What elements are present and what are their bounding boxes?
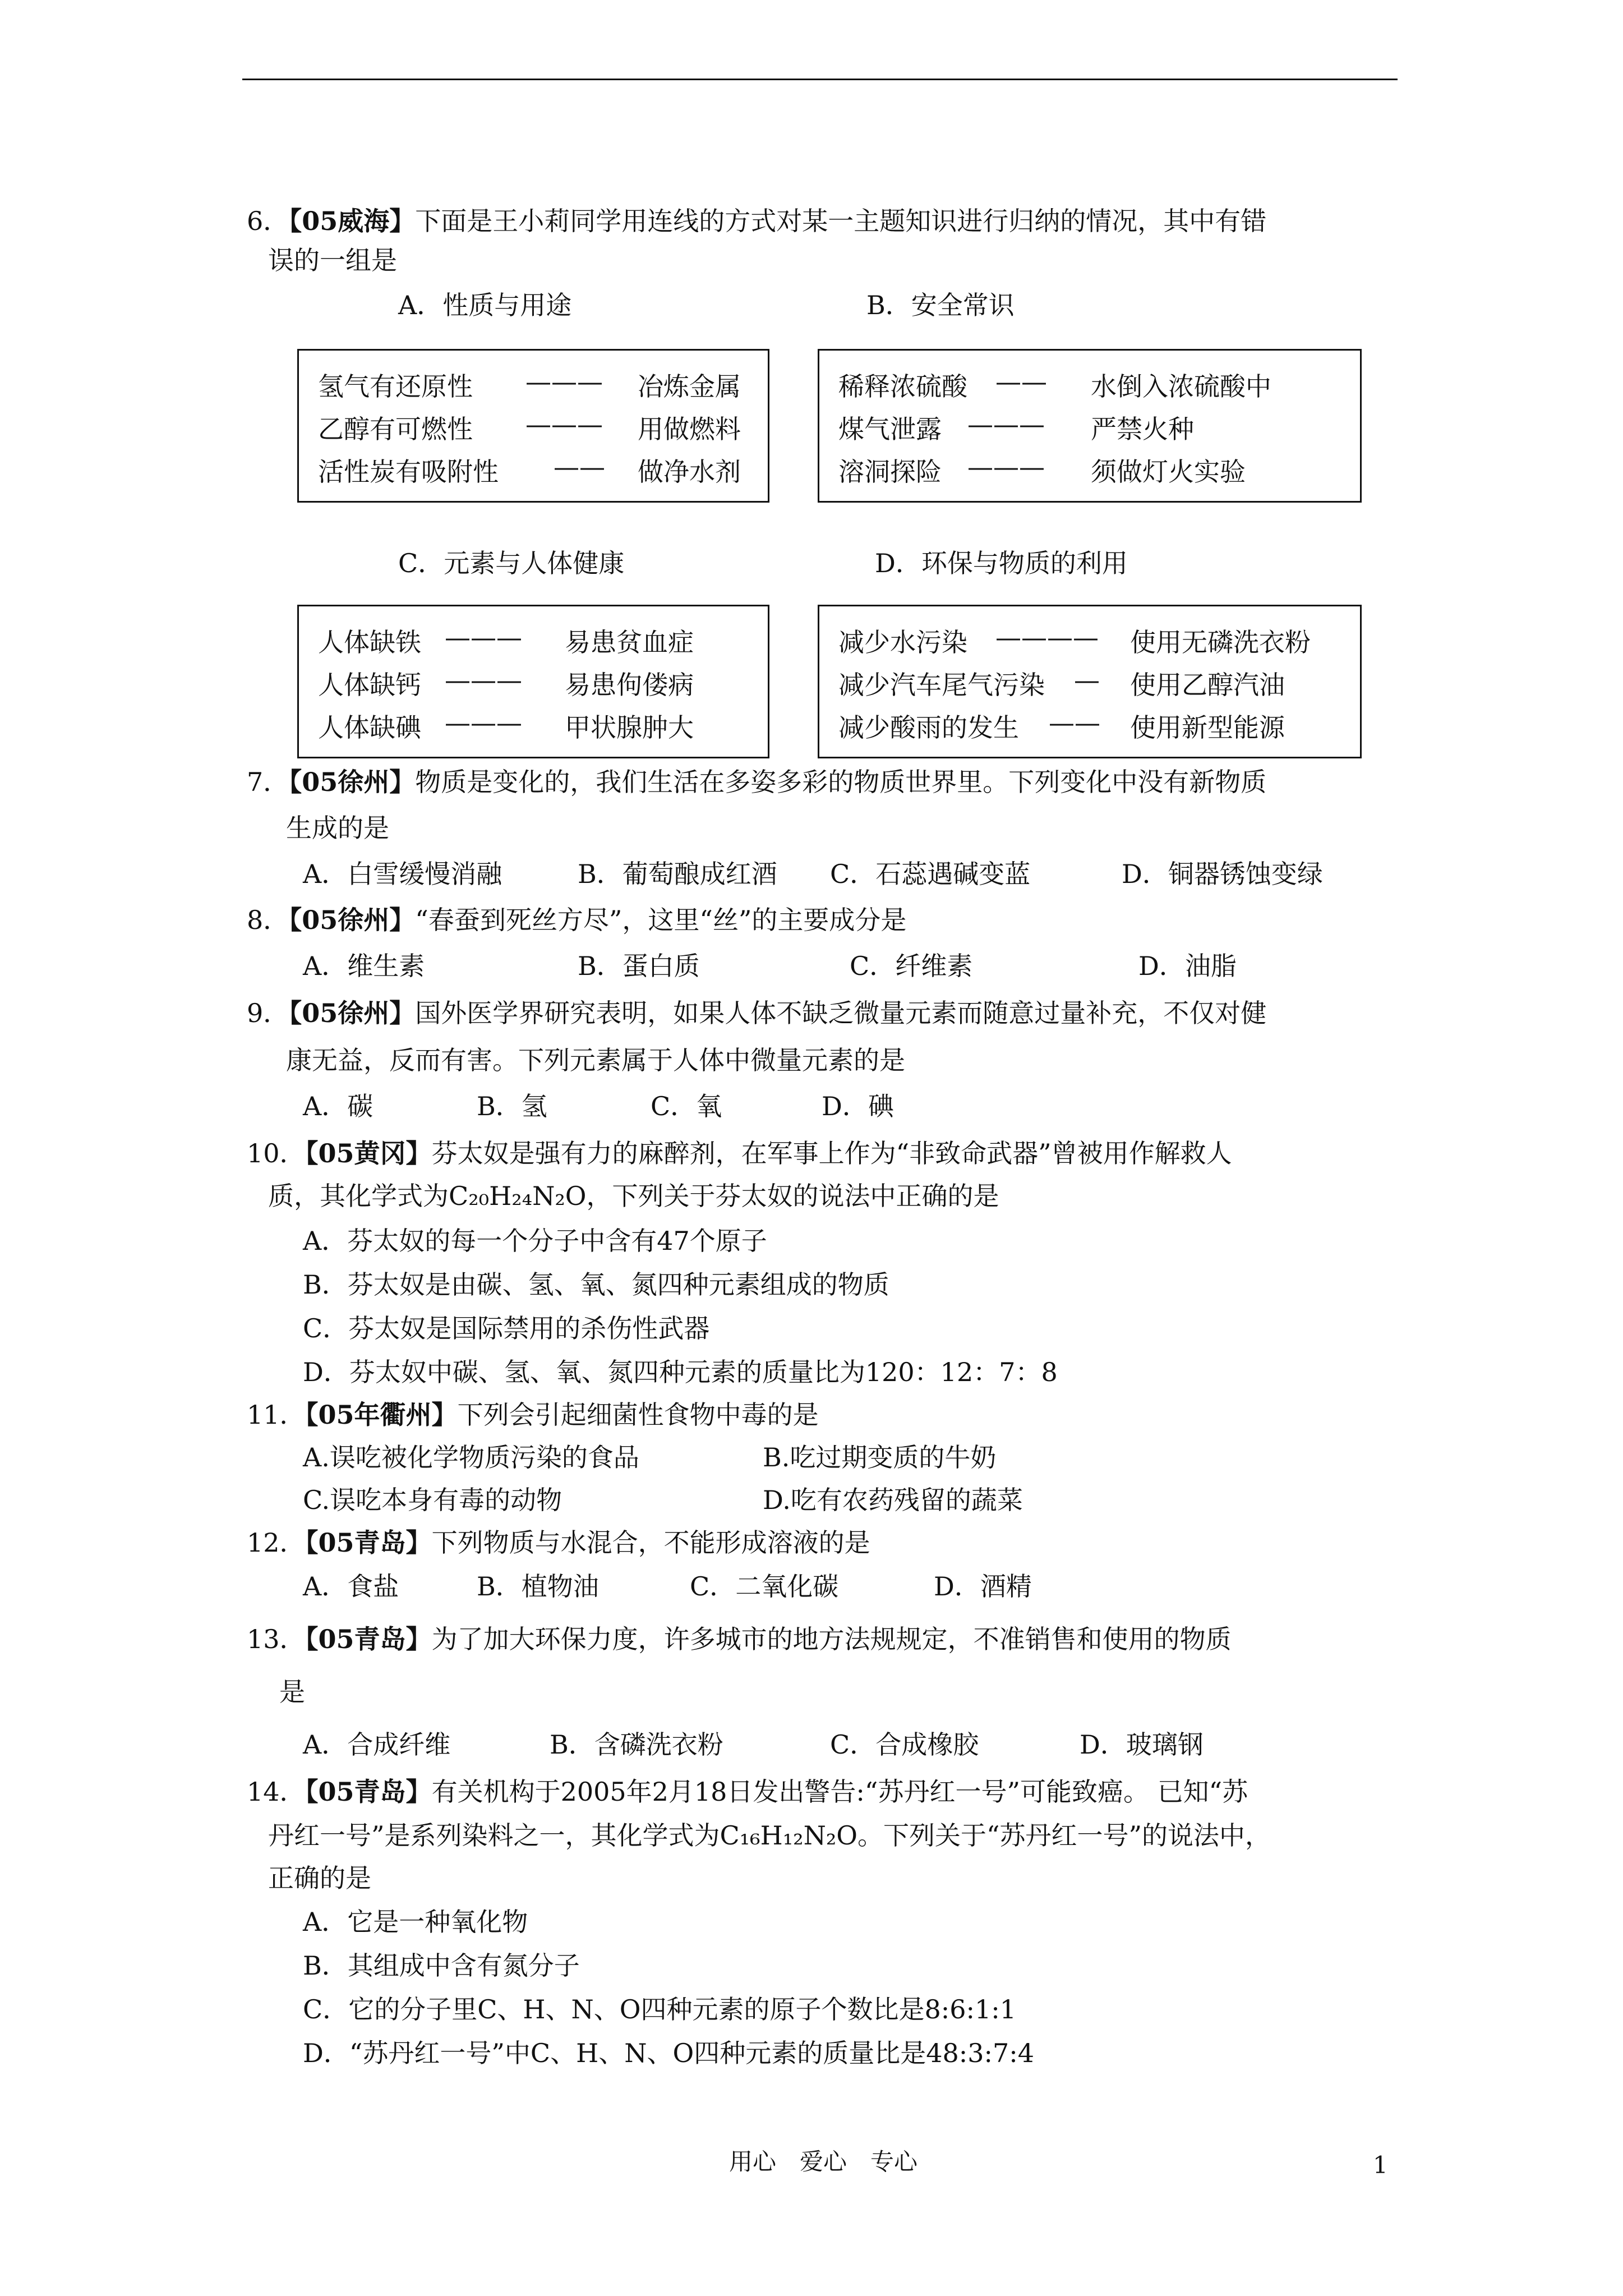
question-7-option: A．白雪缓慢消融 (303, 859, 502, 889)
question-8-option: D．油脂 (1138, 951, 1237, 981)
option-a-row: 活性炭有吸附性 —— 做净水剂 (318, 452, 741, 487)
question-10-option: C．芬太奴是国际禁用的杀伤性武器 (303, 1313, 710, 1343)
question-7-line1: 7．【05徐州】物质是变化的，我们生活在多姿多彩的物质世界里。下列变化中没有新物质 (247, 767, 1267, 797)
option-b-row: 煤气泄露 ——— 严禁火种 (838, 409, 1194, 444)
footer-motto: 用心 爱心 专心 (729, 2148, 918, 2175)
question-14-line1: 14．【05青岛】有关机构于2005年2月18日发出警告:“苏丹红一号”可能致癌。 已知“苏 (247, 1777, 1248, 1807)
question-9-option: B．氢 (477, 1091, 547, 1121)
question-9-line1: 9．【05徐州】国外医学界研究表明，如果人体不缺乏微量元素而随意过量补充，不仅对健 (247, 998, 1267, 1028)
option-b-row: 溶洞探险 ——— 须做灯火实验 (838, 452, 1246, 487)
option-b-row: 稀释浓硫酸 —— 水倒入浓硫酸中 (838, 366, 1271, 402)
question-13-line1: 13．【05青岛】为了加大环保力度，许多城市的地方法规规定，不准销售和使用的物质 (247, 1624, 1232, 1654)
option-c-title: C．元素与人体健康 (398, 548, 625, 578)
option-a-title: A．性质与用途 (398, 290, 572, 320)
question-7-option: D．铜器锈蚀变绿 (1122, 859, 1323, 889)
question-13-option: A．合成纤维 (303, 1729, 451, 1760)
option-a-row: 氢气有还原性 ——— 冶炼金属 (318, 366, 741, 402)
option-c-row: 人体缺铁 ——— 易患贫血症 (318, 622, 694, 657)
question-10-line1: 10．【05黄冈】芬太奴是强有力的麻醉剂，在军事上作为“非致命武器”曾被用作解救人 (247, 1138, 1232, 1168)
question-11-option: C.误吃本身有毒的动物 (303, 1485, 562, 1515)
question-7-option: B．葡萄酿成红酒 (578, 859, 777, 889)
question-8-line1: 8．【05徐州】“春蚕到死丝方尽”，这里“丝”的主要成分是 (247, 905, 907, 935)
question-13-line2: 是 (279, 1677, 305, 1707)
question-12-option: C．二氧化碳 (690, 1571, 839, 1602)
question-13-option: D．玻璃钢 (1080, 1729, 1204, 1760)
option-c-row: 人体缺钙 ——— 易患佝偻病 (318, 665, 694, 700)
question-10-line2: 质，其化学式为C₂₀H₂₄N₂O，下列关于芬太奴的说法中正确的是 (268, 1181, 999, 1211)
question-11-option: A.误吃被化学物质污染的食品 (303, 1442, 639, 1473)
question-9-option: D．碘 (822, 1091, 894, 1121)
question-7-option: C．石蕊遇碱变蓝 (830, 859, 1031, 889)
header-rule (242, 79, 1398, 80)
question-9-option: C．氧 (651, 1091, 722, 1121)
question-14-line3: 正确的是 (268, 1863, 371, 1893)
option-d-title: D．环保与物质的利用 (875, 548, 1128, 578)
option-d-row: 减少水污染 ———— 使用无磷洗衣粉 (838, 622, 1311, 657)
option-d-row: 减少汽车尾气污染 — 使用乙醇汽油 (838, 665, 1285, 700)
question-11-option: B.吃过期变质的牛奶 (763, 1442, 997, 1473)
option-c-row: 人体缺碘 ——— 甲状腺肿大 (318, 707, 694, 743)
option-c-box (297, 605, 769, 758)
question-14-option: A．它是一种氧化物 (303, 1907, 528, 1937)
question-6-line1: 6．【05威海】下面是王小莉同学用连线的方式对某一主题知识进行归纳的情况，其中有错 (247, 206, 1267, 236)
question-10-option: B．芬太奴是由碳、氢、氧、氮四种元素组成的物质 (303, 1269, 889, 1300)
question-10-option: D．芬太奴中碳、氢、氧、氮四种元素的质量比为120：12：7：8 (303, 1357, 1058, 1387)
question-7-line2: 生成的是 (286, 813, 389, 843)
question-14-option: B．其组成中含有氮分子 (303, 1950, 580, 1981)
question-8-option: C．纤维素 (850, 951, 973, 981)
question-8-option: A．维生素 (303, 951, 425, 981)
question-13-option: C．合成橡胶 (830, 1729, 979, 1760)
option-a-box (297, 349, 769, 503)
question-12-option: B．植物油 (477, 1571, 599, 1602)
option-b-box (818, 349, 1362, 503)
question-11-option: D.吃有农药残留的蔬菜 (763, 1485, 1023, 1515)
question-10-option: A．芬太奴的每一个分子中含有47个原子 (303, 1226, 767, 1256)
page-number: 1 (1373, 2151, 1388, 2179)
question-12-line1: 12．【05青岛】下列物质与水混合，不能形成溶液的是 (247, 1527, 870, 1558)
formula: C₂₀H₂₄N₂O (449, 1181, 587, 1211)
question-14-option: C．它的分子里C、H、N、O四种元素的原子个数比是8:6:1:1 (303, 1994, 1017, 2024)
option-a-row: 乙醇有可燃性 ——— 用做燃料 (318, 409, 741, 444)
question-8-option: B．蛋白质 (578, 951, 700, 981)
question-14-option: D．“苏丹红一号”中C、H、N、O四种元素的质量比是48:3:7:4 (303, 2038, 1035, 2068)
question-6-line2: 误的一组是 (268, 245, 397, 275)
question-11-line1: 11．【05年衢州】下列会引起细菌性食物中毒的是 (247, 1400, 819, 1430)
option-d-box (818, 605, 1362, 758)
question-12-option: D．酒精 (934, 1571, 1032, 1602)
question-9-option: A．碳 (303, 1091, 374, 1121)
question-14-line2: 丹红一号”是系列染料之一，其化学式为C₁₆H₁₂N₂O。下列关于“苏丹红一号”的说法中， (268, 1820, 1271, 1851)
option-b-title: B．安全常识 (866, 290, 1015, 320)
question-12-option: A．食盐 (303, 1571, 399, 1602)
formula: C₁₆H₁₂N₂O (720, 1820, 858, 1851)
question-13-option: B．含磷洗衣粉 (550, 1729, 723, 1760)
question-9-line2: 康无益，反而有害。下列元素属于人体中微量元素的是 (286, 1045, 905, 1075)
option-d-row: 减少酸雨的发生 —— 使用新型能源 (838, 707, 1285, 743)
